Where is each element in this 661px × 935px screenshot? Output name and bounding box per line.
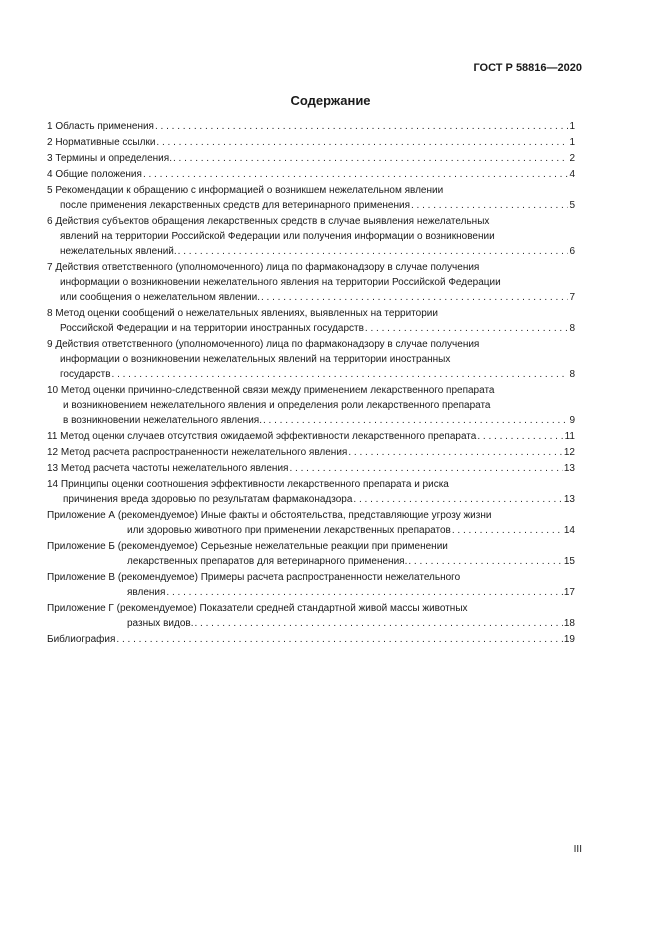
toc-entry[interactable] bbox=[47, 151, 575, 166]
toc-entry[interactable] bbox=[47, 214, 575, 259]
toc-entry-text: 7 Действия ответственного (уполномоченного) лица по фармаконадзору в случае получения bbox=[47, 262, 480, 273]
dot-leader bbox=[166, 585, 562, 600]
toc-entry-text: лекарственных препаратов для ветеринарного применения. bbox=[127, 556, 408, 567]
dot-leader bbox=[261, 290, 568, 305]
toc-entry[interactable] bbox=[47, 508, 575, 538]
toc-entry-text: или здоровью животного при применении лекарственных препаратов bbox=[127, 525, 451, 536]
toc-entry[interactable] bbox=[47, 632, 575, 647]
toc-entry-text: Приложение Б (рекомендуемое) Серьезные нежелательные реакции при применении bbox=[47, 541, 448, 552]
toc-entry-page: 6 bbox=[569, 246, 575, 257]
toc-entry-text: и возникновением нежелательного явления и определения роли лекарственного препарата bbox=[63, 400, 491, 411]
toc-entry-text: Российской Федерации и на территории иностранных государств bbox=[60, 323, 364, 334]
dot-leader bbox=[452, 523, 563, 538]
toc-entry-page: 1 bbox=[569, 121, 575, 132]
toc-entry-text: 1 Область применения bbox=[47, 121, 154, 132]
dot-leader bbox=[173, 151, 568, 166]
dot-leader bbox=[263, 413, 568, 428]
standard-number: ГОСТ Р 58816—2020 bbox=[473, 62, 582, 74]
toc-entry-text: 14 Принципы оценки соотношения эффективности лекарственного препарата и риска bbox=[47, 479, 449, 490]
toc-entry-text: 4 Общие положения bbox=[47, 169, 142, 180]
toc-entry-text: 9 Действия ответственного (уполномоченного) лица по фармаконадзору в случае получения bbox=[47, 339, 480, 350]
dot-leader bbox=[353, 492, 562, 507]
toc-entry-page: 7 bbox=[569, 292, 575, 303]
dot-leader bbox=[289, 461, 562, 476]
toc-entry-text: нежелательных явлений. bbox=[60, 246, 177, 257]
toc-entry-text: Приложение А (рекомендуемое) Иные факты и обстоятельства, представляющие угрозу жизни bbox=[47, 510, 492, 521]
dot-leader bbox=[348, 445, 563, 460]
page-number: III bbox=[573, 844, 582, 855]
toc-entry[interactable] bbox=[47, 167, 575, 182]
dot-leader bbox=[477, 429, 563, 444]
toc-entry-text: или сообщения о нежелательном явлении. bbox=[60, 292, 260, 303]
toc-entry[interactable] bbox=[47, 119, 575, 134]
toc-entry-text: 2 Нормативные ссылки bbox=[47, 137, 156, 148]
toc-entry-page: 14 bbox=[563, 525, 575, 536]
page-title: Содержание bbox=[290, 93, 371, 108]
toc-entry[interactable] bbox=[47, 383, 575, 428]
toc-entry-page: 8 bbox=[569, 323, 575, 334]
toc-entry[interactable] bbox=[47, 183, 575, 213]
toc-entry-text: государств bbox=[60, 369, 111, 380]
toc-entry-text: 11 Метод оценки случаев отсутствия ожидаемой эффективности лекарственного препарата bbox=[47, 431, 477, 442]
toc-entry-page: 13 bbox=[563, 463, 575, 474]
dot-leader bbox=[143, 167, 569, 182]
toc-entry-text: 13 Метод расчета частоты нежелательного явления bbox=[47, 463, 289, 474]
dot-leader bbox=[178, 244, 569, 259]
dot-leader bbox=[408, 554, 563, 569]
table-of-contents bbox=[47, 119, 575, 648]
toc-entry[interactable] bbox=[47, 539, 575, 569]
toc-entry[interactable] bbox=[47, 601, 575, 631]
toc-entry-page: 8 bbox=[569, 369, 575, 380]
toc-entry-text: Библиография bbox=[47, 634, 116, 645]
toc-entry-page: 12 bbox=[563, 447, 575, 458]
toc-entry-page: 2 bbox=[569, 153, 575, 164]
toc-entry-page: 18 bbox=[563, 618, 575, 629]
toc-entry-text: явлений на территории Российской Федерации или получения информации о возникновении bbox=[60, 231, 495, 242]
toc-entry[interactable] bbox=[47, 461, 575, 476]
toc-entry[interactable] bbox=[47, 306, 575, 336]
toc-entry-page: 4 bbox=[569, 169, 575, 180]
toc-entry[interactable] bbox=[47, 337, 575, 382]
toc-entry-text: 8 Метод оценки сообщений о нежелательных явлениях, выявленных на территории bbox=[47, 308, 438, 319]
toc-entry[interactable] bbox=[47, 135, 575, 150]
toc-entry-text: явления bbox=[127, 587, 166, 598]
toc-entry-page: 13 bbox=[563, 494, 575, 505]
toc-entry[interactable] bbox=[47, 429, 575, 444]
toc-entry-page: 19 bbox=[563, 634, 575, 645]
toc-entry-page: 5 bbox=[569, 200, 575, 211]
toc-entry-page: 11 bbox=[564, 431, 575, 442]
dot-leader bbox=[116, 632, 562, 647]
toc-entry-text: информации о возникновении нежелательного явления на территории Российской Федерации bbox=[60, 277, 501, 288]
toc-entry-page: 15 bbox=[563, 556, 575, 567]
toc-entry-text: Приложение Г (рекомендуемое) Показатели средней стандартной живой массы животных bbox=[47, 603, 468, 614]
toc-entry-text: 3 Термины и определения. bbox=[47, 153, 172, 164]
toc-entry-text: 10 Метод оценки причинно-следственной связи между применением лекарственного препарата bbox=[47, 385, 495, 396]
dot-leader bbox=[155, 119, 568, 134]
toc-entry[interactable] bbox=[47, 445, 575, 460]
toc-entry-page: 9 bbox=[569, 415, 575, 426]
toc-entry-page: 17 bbox=[563, 587, 575, 598]
toc-entry-text: информации о возникновении нежелательных явлений на территории иностранных bbox=[60, 354, 451, 365]
toc-entry-text: в возникновении нежелательного явления. bbox=[63, 415, 262, 426]
toc-entry-text: 5 Рекомендации к обращению с информацией о возникшем нежелательном явлении bbox=[47, 185, 444, 196]
toc-entry-page: 1 bbox=[569, 137, 575, 148]
toc-entry-text: причинения вреда здоровью по результатам фармаконадзора bbox=[63, 494, 353, 505]
toc-entry[interactable] bbox=[47, 477, 575, 507]
toc-entry-text: 6 Действия субъектов обращения лекарственных средств в случае выявления нежелательных bbox=[47, 216, 490, 227]
dot-leader bbox=[112, 367, 569, 382]
toc-entry[interactable] bbox=[47, 570, 575, 600]
toc-entry-text: разных видов. bbox=[127, 618, 194, 629]
dot-leader bbox=[156, 135, 568, 150]
toc-entry-text: после применения лекарственных средств для ветеринарного применения bbox=[60, 200, 410, 211]
toc-entry-text: Приложение В (рекомендуемое) Примеры расчета распространенности нежелательного bbox=[47, 572, 461, 583]
dot-leader bbox=[365, 321, 569, 336]
toc-entry[interactable] bbox=[47, 260, 575, 305]
toc-entry-text: 12 Метод расчета распространенности нежелательного явления bbox=[47, 447, 348, 458]
dot-leader bbox=[411, 198, 568, 213]
dot-leader bbox=[194, 616, 562, 631]
